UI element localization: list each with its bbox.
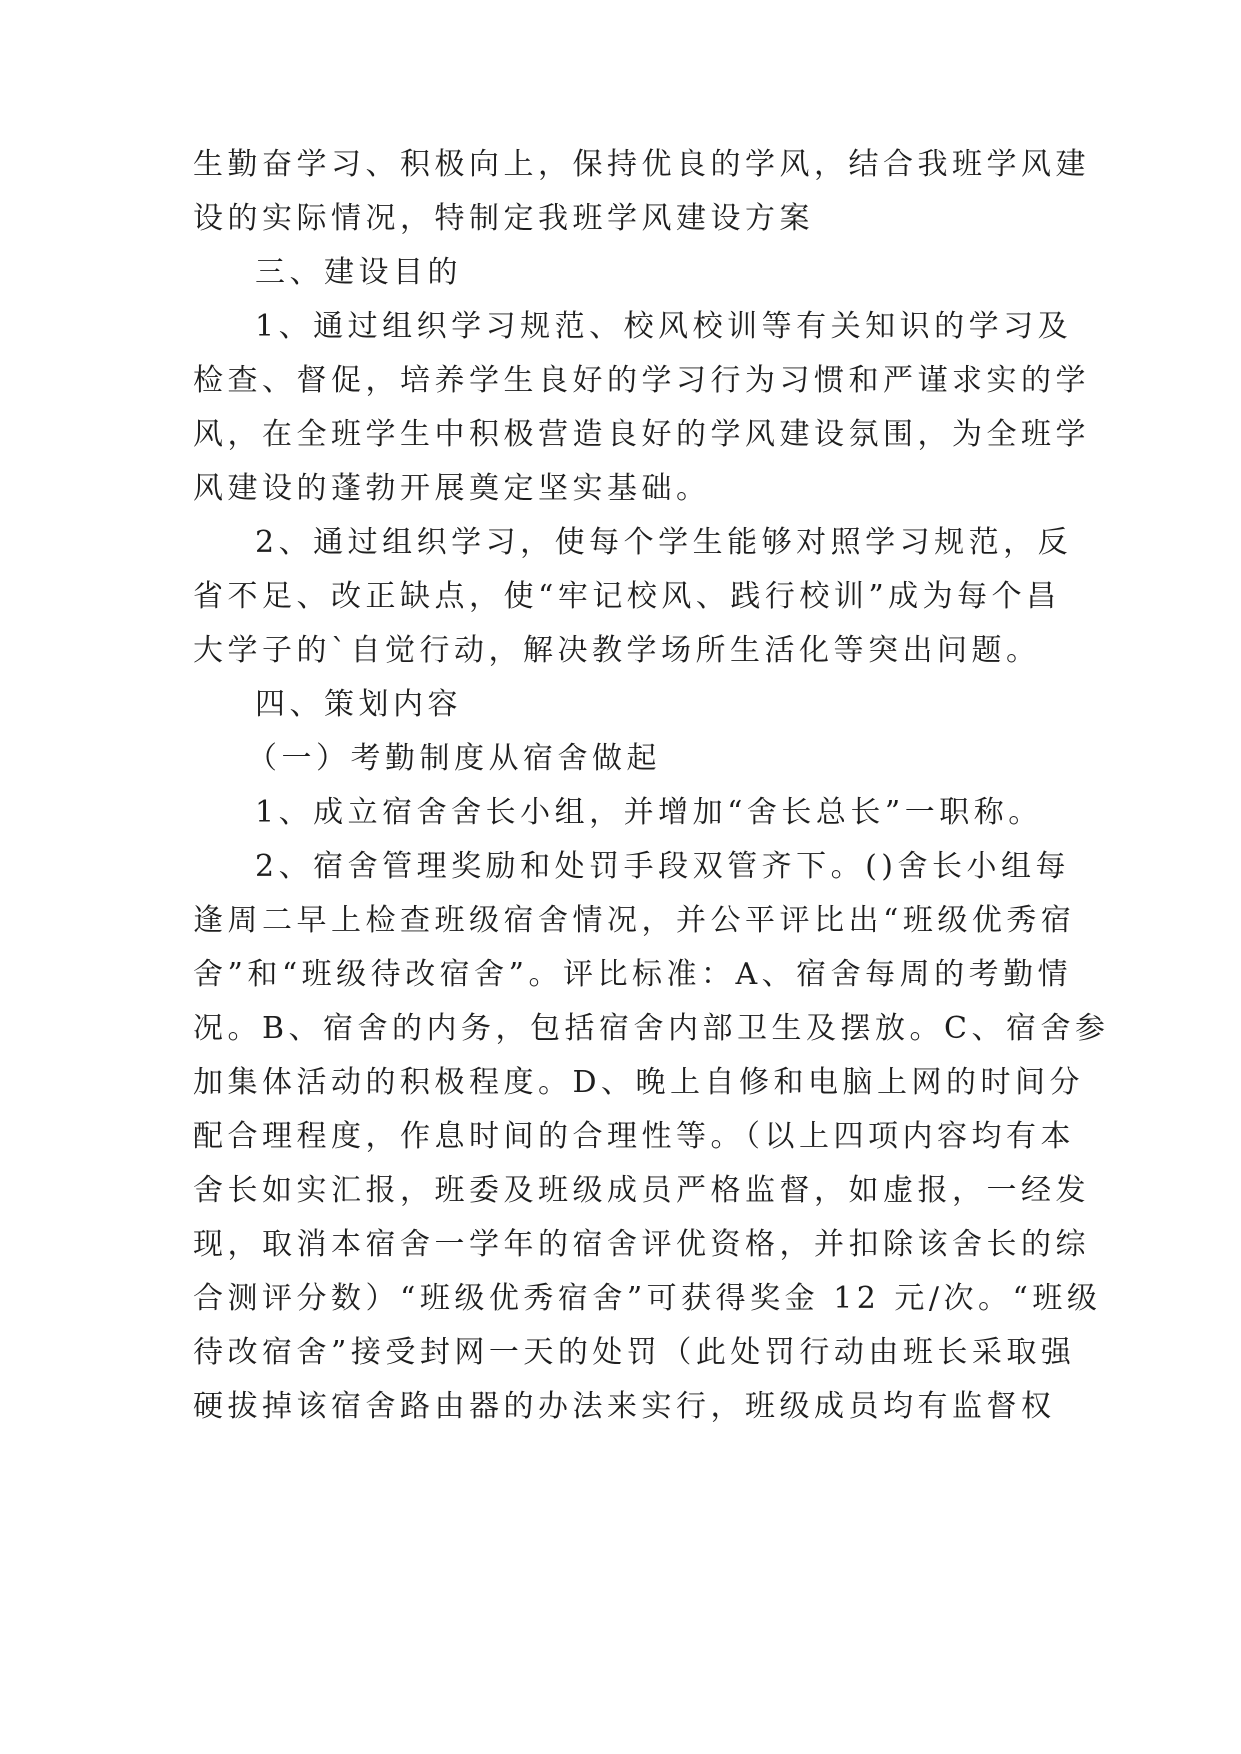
paragraph-line: 舍长如实汇报，班委及班级成员严格监督，如虚报，一经发	[193, 1173, 1090, 1208]
paragraph-line: 舍”和“班级待改宿舍”。评比标准：A、宿舍每周的考勤情	[193, 957, 1073, 992]
section-heading: 四、策划内容	[255, 687, 462, 722]
subsection-heading: （一）考勤制度从宿舍做起	[247, 741, 661, 776]
paragraph-line: 逢周二早上检查班级宿舍情况，并公平评比出“班级优秀宿	[193, 903, 1076, 938]
paragraph-line: 设的实际情况，特制定我班学风建设方案	[193, 201, 814, 236]
paragraph-line: 大学子的`自觉行动，解决教学场所生活化等突出问题。	[193, 633, 1041, 668]
paragraph-line: 合测评分数）“班级优秀宿舍”可获得奖金 12 元/次。“班级	[193, 1281, 1102, 1316]
section-heading: 三、建设目的	[255, 255, 462, 290]
paragraph-line: 检查、督促，培养学生良好的学习行为习惯和严谨求实的学	[193, 363, 1090, 398]
paragraph-line: 硬拔掉该宿舍路由器的办法来实行，班级成员均有监督权	[193, 1389, 1056, 1424]
paragraph-line: 现，取消本宿舍一学年的宿舍评优资格，并扣除该舍长的综	[193, 1227, 1090, 1262]
paragraph-line: 省不足、改正缺点，使“牢记校风、践行校训”成为每个昌	[193, 579, 1061, 614]
paragraph-line: 2、通过组织学习，使每个学生能够对照学习规范，反	[255, 525, 1073, 560]
paragraph-line: 待改宿舍”接受封网一天的处罚（此处罚行动由班长采取强	[193, 1335, 1076, 1370]
paragraph-line: 加集体活动的积极程度。D、晚上自修和电脑上网的时间分	[193, 1065, 1085, 1100]
paragraph-line: 2、宿舍管理奖励和处罚手段双管齐下。()舍长小组每	[255, 849, 1070, 884]
paragraph-line: 况。B、宿舍的内务，包括宿舍内部卫生及摆放。C、宿舍参	[193, 1011, 1110, 1046]
paragraph-line: 风建设的蓬勃开展奠定坚实基础。	[193, 471, 711, 506]
paragraph-line: 风，在全班学生中积极营造良好的学风建设氛围，为全班学	[193, 417, 1090, 452]
paragraph-line: 1、通过组织学习规范、校风校训等有关知识的学习及	[255, 309, 1073, 344]
paragraph-line: 1、成立宿舍舍长小组，并增加“舍长总长”一职称。	[255, 795, 1043, 830]
paragraph-line: 生勤奋学习、积极向上，保持优良的学风，结合我班学风建	[193, 147, 1090, 182]
paragraph-line: 配合理程度，作息时间的合理性等。（以上四项内容均有本	[193, 1119, 1075, 1154]
